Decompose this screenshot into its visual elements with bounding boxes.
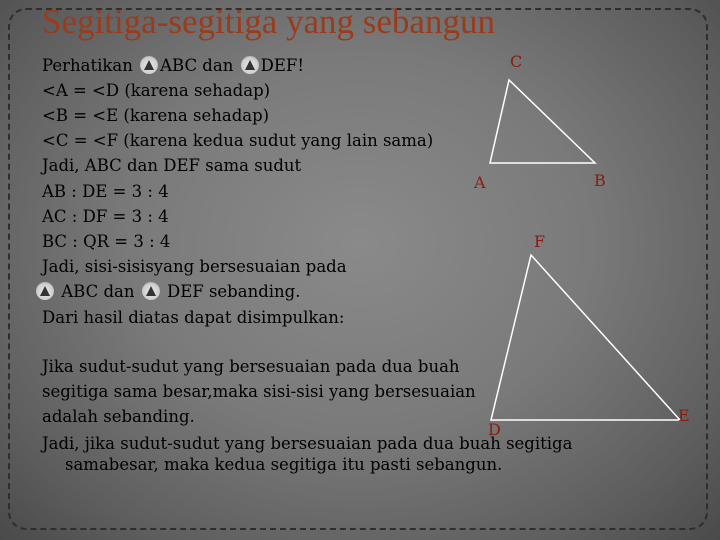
statement-line: AB : DE = 3 : 4 — [42, 182, 169, 201]
sebanding-abc: ABC dan — [56, 282, 140, 301]
slide-title: Segitiga-segitiga yang sebangun — [42, 2, 495, 41]
statement-line: Jadi, ABC dan DEF sama sudut — [42, 156, 302, 175]
vertex-label-e: E — [678, 406, 690, 425]
triangle-abc — [490, 80, 595, 163]
vertex-label-a: A — [474, 173, 486, 192]
statement-line: <B = <E (karena sehadap) — [42, 106, 270, 125]
vertex-label-b: B — [594, 171, 606, 190]
paragraph2-line: Jadi, jika sudut-sudut yang bersesuaian pada dua buah segitiga — [42, 434, 573, 453]
paragraph2-line: samabesar, maka kedua segitiga itu pasti sebangun. — [65, 455, 503, 474]
sebanding-def: DEF sebanding. — [161, 282, 301, 301]
paragraph1-line: adalah sebanding. — [42, 407, 195, 426]
paragraph1-line: Jika sudut-sudut yang bersesuaian pada dua buah — [42, 357, 460, 376]
triangle-def — [491, 255, 680, 420]
statement-line: BC : QR = 3 : 4 — [42, 232, 171, 251]
conclusion-intro: Dari hasil diatas dapat disimpulkan: — [42, 308, 345, 327]
vertex-label-d: D — [488, 420, 501, 439]
vertex-label-c: C — [510, 52, 523, 71]
paragraph1-line: segitiga sama besar,maka sisi-sisi yang bersesuaian — [42, 382, 476, 401]
statement-line: <C = <F (karena kedua sudut yang lain sama) — [42, 131, 434, 150]
intro-abc: ABC dan — [160, 56, 239, 75]
statement-line: AC : DF = 3 : 4 — [42, 207, 169, 226]
intro-prefix: Perhatikan — [42, 56, 139, 75]
statement-line: Jadi, sisi-sisisyang bersesuaian pada — [42, 257, 347, 276]
intro-def: DEF! — [260, 56, 304, 75]
vertex-label-f: F — [534, 232, 546, 251]
statement-line: <A = <D (karena sehadap) — [42, 81, 271, 100]
